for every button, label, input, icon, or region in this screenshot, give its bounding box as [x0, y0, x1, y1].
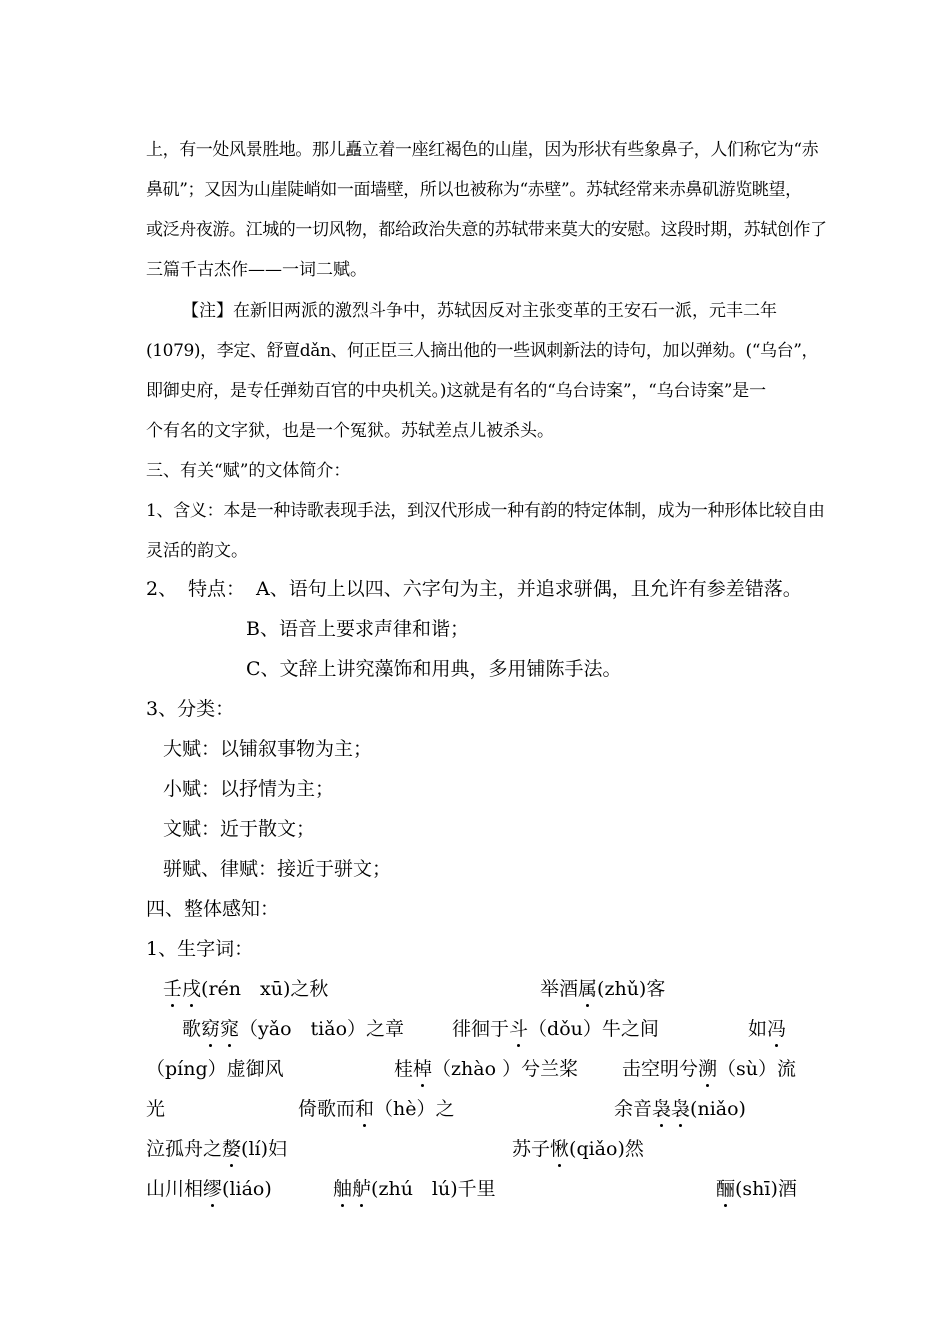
vocab-item	[146, 1178, 272, 1200]
vocab-item	[146, 1138, 287, 1160]
vocab-text: 余音	[614, 1098, 653, 1120]
feature-b: B、语音上要求声律和谐；	[246, 618, 469, 640]
vocab-text: 如	[748, 1018, 768, 1040]
vocab-text: (lí)妇	[241, 1138, 288, 1160]
vocab-text: (liáo)	[222, 1178, 272, 1200]
vocab-text: （dǒu）牛之间	[528, 1018, 659, 1040]
vocab-text: 倚歌而	[298, 1098, 356, 1120]
dotted-char: 属	[578, 978, 598, 1000]
vocab-item	[540, 978, 665, 1000]
paragraph-line: 或泛舟夜游。江城的一切风物，都给政治失意的苏轼带来莫大的安慰。这段时期，苏轼创作了	[146, 220, 827, 240]
section-heading: 四、整体感知：	[146, 898, 280, 920]
vocab-text: （yǎo tiǎo）之章	[239, 1018, 405, 1040]
vocab-text: 山川相	[146, 1178, 204, 1200]
vocab-item	[716, 1178, 797, 1200]
classification-item: 小赋：以抒情为主；	[163, 778, 335, 800]
dotted-char: 舳	[333, 1178, 353, 1200]
note-line: 即御史府，是专任弹劾百官的中央机关。)这就是有名的“乌台诗案”，“乌台诗案”是一	[146, 381, 766, 401]
vocab-heading: 1、生字词：	[146, 938, 254, 960]
note-line: 个有名的文字狱，也是一个冤狱。苏轼差点儿被杀头。	[146, 421, 554, 441]
vocab-text: (zhú lú)千里	[371, 1178, 496, 1200]
dotted-char: 酾	[716, 1178, 736, 1200]
vocab-item	[622, 1058, 796, 1080]
dotted-char: 斗	[509, 1018, 529, 1040]
vocab-text: （zhào ）兮兰桨	[432, 1058, 579, 1080]
dotted-char: 袅	[652, 1098, 672, 1120]
vocab-text: (rén xū)之秋	[201, 978, 329, 1000]
feature-a: A、语句上以四、六字句为主，并追求骈偶，且允许有参差错落。	[256, 578, 802, 600]
dotted-char: 壬	[163, 978, 183, 1000]
vocab-text: 击空明兮	[622, 1058, 699, 1080]
dotted-char: 窕	[220, 1018, 240, 1040]
vocab-item	[298, 1098, 455, 1120]
note-line: (1079)，李定、舒亶dǎn、何正臣三人摘出他的一些讽刺新法的诗句，加以弹劾。(“乌台”，	[146, 341, 819, 361]
vocab-text: （sù）流	[717, 1058, 797, 1080]
classification-item: 骈赋、律赋：接近于骈文；	[163, 858, 392, 880]
paragraph-line: 鼻矶”；又因为山崖陡峭如一面墙壁，所以也被称为“赤壁”。苏轼经常来赤鼻矶游览眺望，	[146, 180, 802, 200]
dotted-char: 袅	[671, 1098, 691, 1120]
vocab-text: 举酒	[540, 978, 579, 1000]
paragraph-line: 三篇千古杰作——一词二赋。	[146, 260, 367, 280]
vocab-text: (niǎo)	[690, 1098, 746, 1120]
definition-line: 灵活的韵文。	[146, 541, 248, 561]
feature-number: 2、	[146, 578, 178, 600]
vocab-item: （píng）虚御风	[146, 1058, 284, 1080]
classification-heading: 3、分类：	[146, 698, 235, 720]
vocab-item	[394, 1058, 578, 1080]
vocab-item	[182, 1018, 404, 1040]
dotted-char: 舻	[352, 1178, 372, 1200]
dotted-char: 缪	[203, 1178, 223, 1200]
vocab-text: (zhǔ)客	[597, 978, 666, 1000]
vocab-text: 苏子	[512, 1138, 551, 1160]
vocab-item	[452, 1018, 659, 1040]
vocab-text: (shī)酒	[735, 1178, 797, 1200]
vocab-text: 桂	[394, 1058, 414, 1080]
vocab-item	[748, 1018, 786, 1040]
definition-line: 1、含义：本是一种诗歌表现手法，到汉代形成一种有韵的特定体制，成为一种形体比较自由	[146, 501, 825, 521]
dotted-char: 窈	[201, 1018, 221, 1040]
vocab-text: （hè）之	[374, 1098, 455, 1120]
vocab-item	[614, 1098, 746, 1120]
vocab-text: 泣孤舟之	[146, 1138, 223, 1160]
vocab-text: 徘徊于	[452, 1018, 510, 1040]
vocab-text: (qiǎo)然	[569, 1138, 644, 1160]
paragraph-line: 上，有一处风景胜地。那儿矗立着一座红褐色的山崖，因为形状有些象鼻子，人们称它为“赤	[146, 140, 819, 160]
vocab-item	[163, 978, 328, 1000]
vocab-item: 光	[146, 1098, 166, 1120]
dotted-char: 溯	[698, 1058, 718, 1080]
classification-item: 文赋：近于散文；	[163, 818, 316, 840]
vocab-text: 歌	[182, 1018, 202, 1040]
dotted-char: 冯	[767, 1018, 787, 1040]
feature-c: C、文辞上讲究藻饰和用典，多用铺陈手法。	[246, 658, 622, 680]
feature-label: 特点：	[188, 578, 246, 600]
vocab-item	[512, 1138, 644, 1160]
dotted-char: 和	[355, 1098, 375, 1120]
dotted-char: 戌	[182, 978, 202, 1000]
dotted-char: 愀	[550, 1138, 570, 1160]
dotted-char: 嫠	[222, 1138, 242, 1160]
section-heading: 三、有关“赋”的文体简介：	[146, 461, 351, 481]
note-line: 【注】在新旧两派的激烈斗争中，苏轼因反对主张变革的王安石一派，元丰二年	[182, 301, 777, 321]
dotted-char: 棹	[413, 1058, 433, 1080]
classification-item: 大赋：以铺叙事物为主；	[163, 738, 373, 760]
vocab-item	[333, 1178, 496, 1200]
